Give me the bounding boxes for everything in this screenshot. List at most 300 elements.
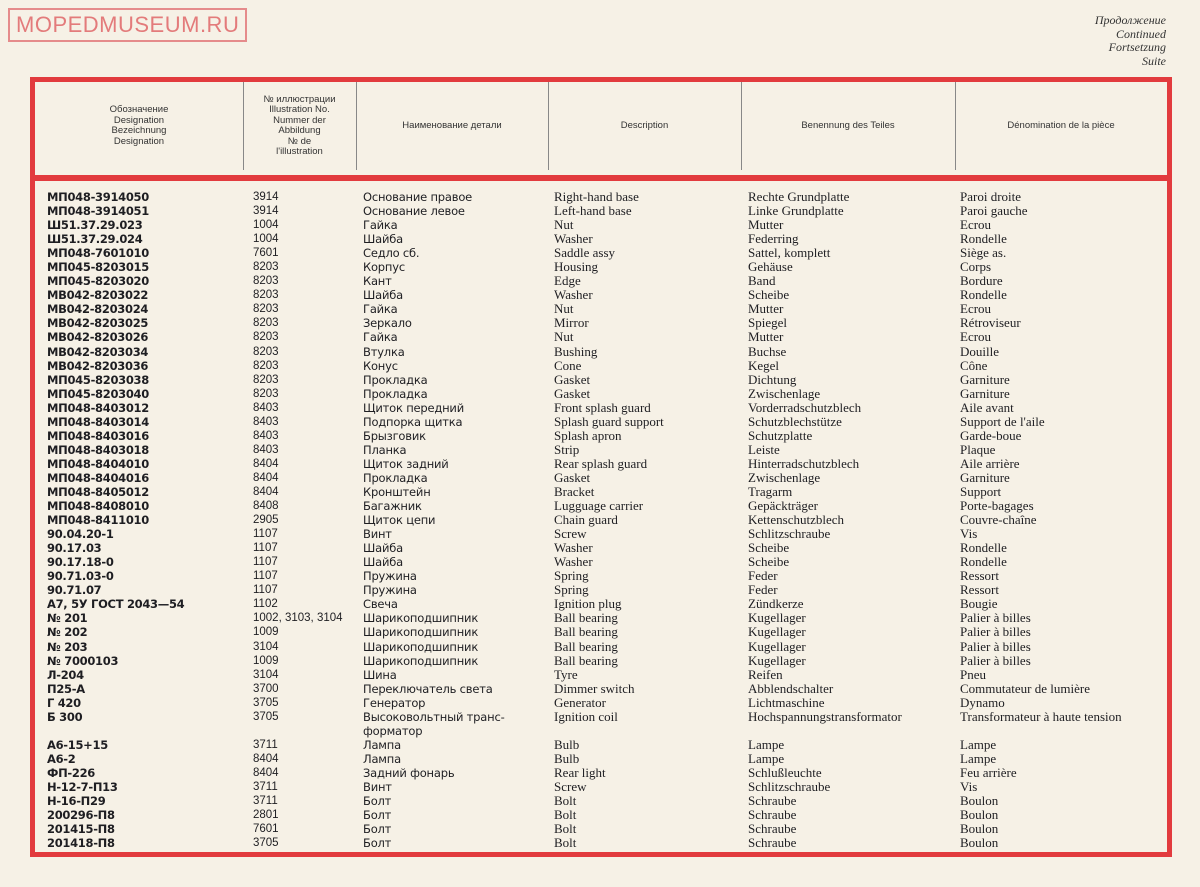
part-name-ru: Втулка [363, 344, 405, 359]
part-name-fr: Paroi droite [960, 189, 1022, 204]
illustration-number: 8403 [253, 401, 279, 414]
illustration-number: 3711 [253, 795, 278, 808]
part-name-fr: Lampe [960, 736, 997, 752]
part-code: Б 300 [47, 709, 83, 724]
part-name-en: Ball bearing [554, 638, 618, 654]
part-name-fr: Aile avant [960, 399, 1014, 415]
part-name-fr: Palier à billes [960, 652, 1031, 668]
illustration-number: 8203 [253, 345, 279, 358]
part-name-fr: Palier à billes [960, 610, 1031, 626]
part-name-ru: Шарикоподшипник [363, 653, 479, 668]
table-row [35, 359, 1167, 373]
part-name-ru: Болт [363, 808, 392, 823]
illustration-number: 8403 [253, 443, 279, 456]
header-designation: Обозначение Designation Bezeichnung Designation [35, 82, 244, 170]
part-name-en: Spring [554, 582, 589, 598]
part-name-en: Right-hand base [554, 189, 639, 204]
part-name-ru: Прокладка [363, 386, 428, 401]
part-name-ru: Зеркало [363, 316, 412, 331]
part-name-ru: Подпорка щитка [363, 414, 463, 429]
part-name-de: Schlitzschraube [748, 526, 831, 542]
part-code: МП048-7601010 [47, 246, 149, 261]
part-name-en: Saddle assy [554, 245, 616, 261]
part-code: МВ042-8203034 [47, 344, 149, 359]
part-name-fr: Ecrou [960, 217, 992, 233]
part-code: МП048-8403014 [47, 414, 149, 429]
part-name-en: Tyre [554, 666, 578, 682]
illustration-number: 3705 [253, 696, 279, 709]
part-code: № 202 [47, 625, 88, 640]
part-code: 90.71.07 [47, 583, 102, 598]
part-code: 200296-П8 [47, 808, 115, 823]
part-name-ru: Кант [363, 274, 392, 289]
table-row [35, 443, 1167, 457]
part-name-fr: Cône [960, 357, 988, 373]
table-row [35, 218, 1167, 232]
part-name-ru: Гайка [363, 330, 398, 345]
part-name-de: Kugellager [748, 610, 806, 626]
illustration-number: 8203 [253, 359, 279, 372]
illustration-number: 1009 [253, 626, 279, 639]
part-code: П25-А [47, 681, 85, 696]
table-row [35, 682, 1167, 696]
part-code: МП045-8203040 [47, 386, 149, 401]
illustration-number: 1107 [253, 528, 278, 541]
part-name-de: Kugellager [748, 652, 806, 668]
part-name-de: Lampe [748, 750, 785, 766]
part-name-en: Ignition plug [554, 596, 622, 612]
part-name-en: Bolt [554, 807, 577, 823]
part-name-ru: Щиток задний [363, 456, 449, 471]
part-name-ru: Болт [363, 836, 392, 851]
part-name-fr: Rondelle [960, 287, 1007, 303]
part-name-en: Left-hand base [554, 203, 632, 219]
part-name-de: Leiste [748, 441, 780, 457]
part-code: № 203 [47, 639, 88, 654]
illustration-number: 3104 [253, 668, 279, 681]
part-name-ru: Лампа [363, 737, 401, 752]
part-name-en: Ball bearing [554, 610, 618, 626]
part-name-fr: Corps [960, 259, 992, 275]
part-code: МП048-8403012 [47, 400, 149, 415]
table-row [35, 232, 1167, 246]
part-name-fr: Feu arrière [960, 764, 1017, 780]
part-name-en: Nut [554, 217, 574, 233]
illustration-number: 8408 [253, 500, 279, 513]
part-name-de: Reifen [748, 666, 783, 682]
illustration-number: 1004 [253, 219, 279, 232]
illustration-number: 2801 [253, 809, 279, 822]
table-row [35, 766, 1167, 780]
part-name-de: Kugellager [748, 624, 806, 640]
table-row [35, 668, 1167, 682]
part-name-ru: Винт [363, 527, 392, 542]
part-name-fr: Siège as. [960, 245, 1007, 261]
illustration-number: 7601 [253, 247, 279, 260]
illustration-number: 3104 [253, 640, 279, 653]
part-name-fr: Rétroviseur [960, 315, 1021, 331]
part-name-ru: Винт [363, 779, 392, 794]
part-name-fr: Vis [960, 778, 978, 794]
part-name-ru: Корпус [363, 260, 405, 275]
part-name-en: Rear light [554, 764, 606, 780]
illustration-number: 8203 [253, 373, 279, 386]
table-row [35, 794, 1167, 808]
table-row [35, 513, 1167, 527]
illustration-number: 1107 [253, 584, 278, 597]
table-row [35, 499, 1167, 513]
illustration-number: 8403 [253, 415, 279, 428]
header-illustration: № иллюстрации Illustration No. Nummer der Abbildung № de l'illustration [243, 82, 357, 170]
part-name-en: Gasket [554, 371, 591, 387]
part-name-fr: Bougie [960, 596, 998, 612]
part-name-ru: Щиток передний [363, 400, 464, 415]
part-name-ru: Генератор [363, 695, 426, 710]
illustration-number: 3705 [253, 710, 279, 723]
part-name-en: Strip [554, 441, 580, 457]
part-name-en: Nut [554, 329, 574, 345]
part-name-de: Hochspannungstransformator [748, 708, 902, 724]
table-row [35, 429, 1167, 443]
table-row [35, 611, 1167, 625]
table-row [35, 373, 1167, 387]
part-name-de: Mutter [748, 329, 784, 345]
part-name-en: Cone [554, 357, 582, 373]
table-header [35, 82, 1167, 181]
part-name-ru: Прокладка [363, 372, 428, 387]
table-row [35, 345, 1167, 359]
table-row [35, 654, 1167, 668]
illustration-number: 8203 [253, 317, 279, 330]
part-name-de: Spiegel [748, 315, 787, 331]
part-name-fr: Lampe [960, 750, 997, 766]
part-name-en: Mirror [554, 315, 589, 331]
part-name-ru: Основание левое [363, 204, 465, 219]
part-code: МП048-8405012 [47, 484, 149, 499]
part-name-de: Schraube [748, 793, 797, 809]
illustration-number: 3711 [253, 738, 278, 751]
illustration-number: 1107 [253, 542, 278, 555]
part-name-en: Bulb [554, 750, 580, 766]
part-code: ФП-226 [47, 765, 96, 780]
part-name-de: Scheibe [748, 554, 790, 570]
part-name-ru: Шина [363, 667, 397, 682]
header-denomination: Dénomination de la pièce [1007, 119, 1115, 131]
part-name-en: Splash guard support [554, 413, 664, 429]
part-name-ru: Шайба [363, 232, 403, 247]
part-name-ru: Седло сб. [363, 246, 420, 261]
part-name-en: Nut [554, 301, 574, 317]
table-body [35, 190, 1167, 850]
part-code: № 201 [47, 611, 88, 626]
part-name-fr: Commutateur de lumière [960, 680, 1090, 696]
table-row [35, 597, 1167, 611]
part-name-de: Kugellager [748, 638, 806, 654]
illustration-number: 2905 [253, 514, 279, 527]
part-name-en: Lugguage carrier [554, 498, 644, 514]
part-name-ru: Свеча [363, 597, 398, 612]
part-name-fr: Rondelle [960, 231, 1007, 247]
part-name-en: Washer [554, 231, 593, 247]
part-name-de: Schutzblechstütze [748, 413, 842, 429]
part-name-fr: Plaque [960, 441, 996, 457]
part-name-fr: Ecrou [960, 301, 992, 317]
part-code: Н-16-П29 [47, 794, 106, 809]
part-name-ru: Щиток цепи [363, 513, 436, 528]
part-name-ru: Лампа [363, 751, 401, 766]
part-name-en: Ignition coil [554, 708, 618, 724]
part-name-de: Lichtmaschine [748, 694, 825, 710]
part-name-de: Tragarm [748, 483, 793, 499]
part-name-en: Spring [554, 568, 589, 584]
part-name-fr: Douille [960, 343, 999, 359]
part-name-de: Sattel, komplett [748, 245, 831, 261]
part-name-de: Scheibe [748, 287, 790, 303]
part-code: 90.71.03-0 [47, 569, 114, 584]
part-name-en: Splash apron [554, 427, 622, 443]
part-name-de: Dichtung [748, 371, 797, 387]
part-name-fr: Ressort [960, 582, 999, 598]
part-name-de: Kegel [748, 357, 780, 373]
part-name-en: Washer [554, 554, 593, 570]
part-name-fr: Ressort [960, 568, 999, 584]
part-name-en: Gasket [554, 469, 591, 485]
part-code: 90.17.18-0 [47, 555, 114, 570]
part-code: 90.17.03 [47, 541, 102, 556]
illustration-number: 3700 [253, 682, 279, 695]
part-code: А7, 5У ГОСТ 2043—54 [47, 597, 185, 612]
part-code: № 7000103 [47, 653, 119, 668]
part-code: МП045-8203038 [47, 372, 149, 387]
part-name-en: Generator [554, 694, 606, 710]
part-name-fr: Pneu [960, 666, 986, 682]
part-name-ru: Прокладка [363, 470, 428, 485]
illustration-number: 8404 [253, 766, 279, 779]
table-row [35, 527, 1167, 541]
part-code: МВ042-8203025 [47, 316, 149, 331]
part-code: Ш51.37.29.023 [47, 218, 143, 233]
part-name-de: Scheibe [748, 540, 790, 556]
part-name-ru: Высоковольтный транс- форматор [363, 709, 505, 738]
part-name-fr: Palier à billes [960, 638, 1031, 654]
part-name-de: Kettenschutzblech [748, 512, 845, 528]
part-name-ru: Брызговик [363, 428, 426, 443]
part-name-fr: Ecrou [960, 329, 992, 345]
header-description: Description [548, 82, 742, 170]
part-code: МП048-8404016 [47, 470, 149, 485]
illustration-number: 3914 [253, 205, 279, 218]
table-row [35, 260, 1167, 274]
part-name-de: Zwischenlage [748, 469, 821, 485]
part-name-en: Housing [554, 259, 599, 275]
illustration-number: 7601 [253, 823, 279, 836]
illustration-number: 8404 [253, 752, 279, 765]
part-code: 201418-П8 [47, 836, 115, 851]
part-name-de: Schlußleuchte [748, 764, 822, 780]
part-code: МВ042-8203024 [47, 302, 149, 317]
part-name-de: Mutter [748, 301, 784, 317]
part-name-ru: Болт [363, 794, 392, 809]
part-code: МВ042-8203026 [47, 330, 149, 345]
part-code: МП048-8404010 [47, 456, 149, 471]
part-name-ru: Багажник [363, 499, 422, 514]
illustration-number: 3914 [253, 191, 279, 203]
table-row [35, 246, 1167, 260]
part-name-de: Feder [748, 582, 778, 598]
part-name-fr: Garniture [960, 371, 1010, 387]
part-name-ru: Гайка [363, 218, 398, 233]
part-name-fr: Bordure [960, 273, 1003, 289]
table-row [35, 541, 1167, 555]
part-name-en: Bushing [554, 343, 598, 359]
part-name-de: Band [748, 273, 776, 289]
part-name-ru: Планка [363, 442, 407, 457]
table-row [35, 752, 1167, 766]
part-name-de: Linke Grundplatte [748, 203, 844, 219]
table-row [35, 569, 1167, 583]
table-row [35, 738, 1167, 752]
part-name-ru: Гайка [363, 302, 398, 317]
illustration-number: 8203 [253, 261, 279, 274]
illustration-number: 8203 [253, 275, 279, 288]
table-row [35, 457, 1167, 471]
continued-ru: Продолжение [1094, 13, 1166, 27]
part-code: МП048-8403016 [47, 428, 149, 443]
part-name-fr: Boulon [960, 821, 999, 837]
part-code: МВ042-8203022 [47, 288, 149, 303]
part-name-de: Federring [748, 231, 799, 247]
part-name-ru: Задний фонарь [363, 765, 455, 780]
part-name-ru: Конус [363, 358, 398, 373]
part-code: А6-15+15 [47, 737, 108, 752]
part-name-ru: Шарикоподшипник [363, 611, 479, 626]
illustration-number: 8404 [253, 471, 279, 484]
continued-fr: Suite [1142, 53, 1166, 68]
illustration-number: 8203 [253, 387, 279, 400]
table-row [35, 302, 1167, 316]
part-name-en: Bolt [554, 821, 577, 837]
part-code: МП045-8203020 [47, 274, 149, 289]
part-name-ru: Болт [363, 822, 392, 837]
part-name-de: Gehäuse [748, 259, 793, 275]
part-name-en: Ball bearing [554, 652, 618, 668]
table-row [35, 330, 1167, 344]
part-name-fr: Garniture [960, 469, 1010, 485]
illustration-number: 8404 [253, 485, 279, 498]
part-name-de: Rechte Grundplatte [748, 189, 850, 204]
illustration-number: 8203 [253, 289, 279, 302]
part-name-ru: Шайба [363, 288, 403, 303]
part-code: Л-204 [47, 667, 84, 682]
part-name-fr: Support de l'aile [960, 413, 1045, 429]
part-name-de: Mutter [748, 217, 784, 233]
part-name-ru: Шарикоподшипник [363, 639, 479, 654]
part-name-de: Schraube [748, 807, 797, 823]
part-name-fr: Rondelle [960, 554, 1007, 570]
table-row [35, 387, 1167, 401]
part-name-fr: Transformateur à haute tension [960, 708, 1122, 724]
part-name-fr: Couvre-chaîne [960, 512, 1037, 528]
table-row [35, 780, 1167, 794]
table-row [35, 204, 1167, 218]
illustration-number: 8403 [253, 429, 279, 442]
part-name-ru: Шарикоподшипник [363, 625, 479, 640]
part-name-fr: Aile arrière [960, 455, 1020, 471]
part-name-de: Schraube [748, 835, 797, 851]
table-row [35, 808, 1167, 822]
table-row [35, 583, 1167, 597]
part-name-en: Screw [554, 526, 587, 542]
table-row [35, 822, 1167, 836]
part-code: МП048-8403018 [47, 442, 149, 457]
part-name-fr: Support [960, 483, 1002, 499]
part-code: 90.04.20-1 [47, 527, 114, 542]
part-name-en: Washer [554, 287, 593, 303]
part-code: МП048-8408010 [47, 499, 149, 514]
part-name-en: Edge [554, 273, 581, 289]
illustration-number: 1002, 3103, 3104 [253, 612, 343, 625]
part-name-de: Feder [748, 568, 778, 584]
part-name-en: Front splash guard [554, 399, 651, 415]
part-name-ru: Шайба [363, 555, 403, 570]
part-name-fr: Palier à billes [960, 624, 1031, 640]
part-name-de: Zündkerze [748, 596, 804, 612]
table-row [35, 471, 1167, 485]
header-benennung: Benennung des Teiles [741, 82, 956, 170]
part-name-en: Dimmer switch [554, 680, 635, 696]
part-name-ru: Кронштейн [363, 484, 431, 499]
illustration-number: 1102 [253, 598, 278, 611]
part-name-fr: Garniture [960, 385, 1010, 401]
part-name-de: Buchse [748, 343, 787, 359]
part-name-de: Schraube [748, 821, 797, 837]
part-name-de: Lampe [748, 736, 785, 752]
illustration-number: 8203 [253, 331, 279, 344]
part-code: А6-2 [47, 751, 76, 766]
part-name-de: Gepäckträger [748, 498, 819, 514]
part-name-ru: Переключатель света [363, 681, 493, 696]
part-name-fr: Rondelle [960, 540, 1007, 556]
parts-table [30, 77, 1172, 857]
part-name-ru: Пружина [363, 583, 417, 598]
table-row [35, 710, 1167, 738]
part-name-en: Screw [554, 778, 587, 794]
table-row [35, 485, 1167, 499]
part-name-de: Zwischenlage [748, 385, 821, 401]
table-row [35, 401, 1167, 415]
part-name-fr: Garde-boue [960, 427, 1022, 443]
part-name-de: Schlitzschraube [748, 778, 831, 794]
illustration-number: 3705 [253, 837, 279, 850]
part-name-fr: Boulon [960, 807, 999, 823]
table-row [35, 316, 1167, 330]
table-row [35, 640, 1167, 654]
part-name-en: Chain guard [554, 512, 618, 528]
continued-de: Fortsetzung [1108, 40, 1166, 54]
part-name-en: Bracket [554, 483, 595, 499]
part-code: Г 420 [47, 695, 81, 710]
part-name-de: Hinterradschutzblech [748, 455, 860, 471]
part-name-en: Bolt [554, 835, 577, 851]
part-name-en: Washer [554, 540, 593, 556]
part-code: МВ042-8203036 [47, 358, 149, 373]
part-name-fr: Vis [960, 526, 978, 542]
illustration-number: 8404 [253, 457, 279, 470]
table-row [35, 696, 1167, 710]
part-name-ru: Шайба [363, 541, 403, 556]
watermark-logo: MOPEDMUSEUM.RU [8, 8, 247, 42]
illustration-number: 1107 [253, 556, 278, 569]
